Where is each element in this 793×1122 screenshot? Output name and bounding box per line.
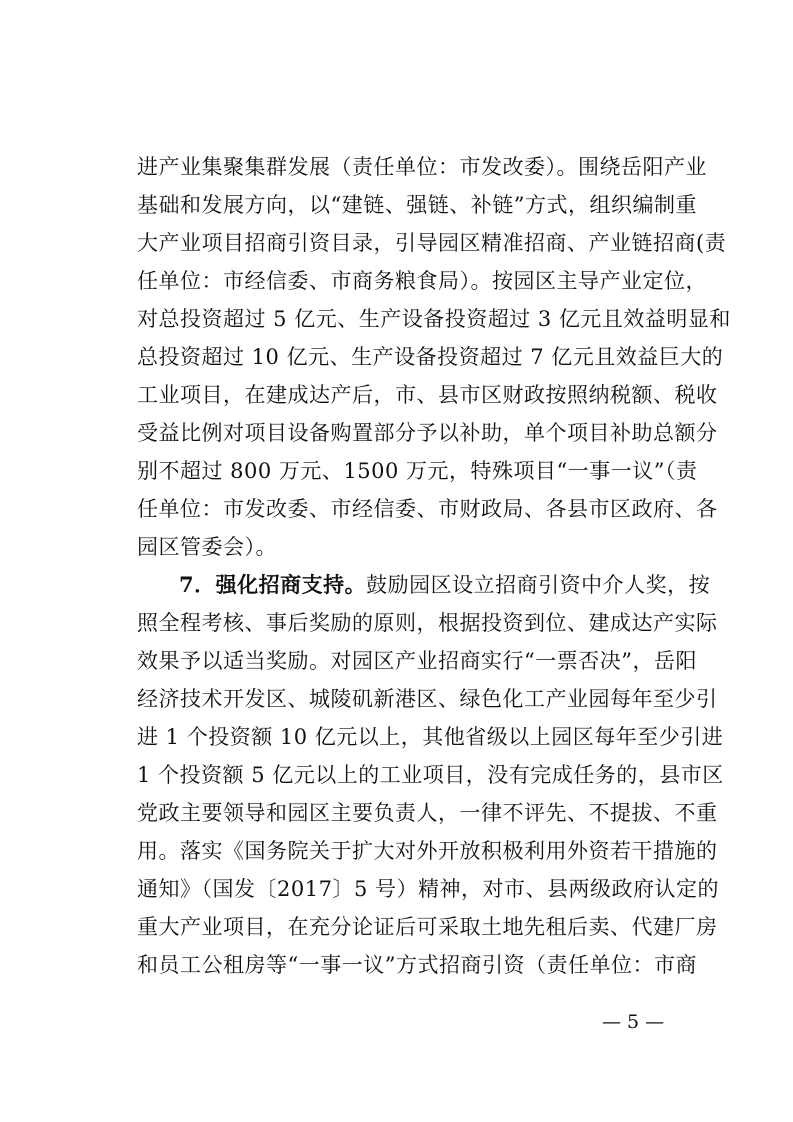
text-line: 受益比例对项目设备购置部分予以补助，单个项目补助总额分 — [137, 421, 718, 445]
paragraph-2 — [137, 566, 724, 984]
text-line: 别不超过 800 万元、1500 万元，特殊项目“一事一议”（责 — [137, 459, 698, 483]
text-line: 效果予以适当奖励。对园区产业招商实行“一票否决”，岳阳 — [137, 649, 697, 673]
text-line: 经济技术开发区、城陵矶新港区、绿色化工产业园每年至少引 — [137, 687, 718, 711]
text-line: 通知》（国发〔2017〕5 号）精神，对市、县两级政府认定的 — [137, 877, 719, 901]
text-line: 照全程考核、事后奖励的原则，根据投资到位、建成达产实际 — [137, 611, 718, 635]
text-line: 和员工公租房等“一事一议”方式招商引资（责任单位：市商 — [137, 953, 697, 977]
text-line: 总投资超过 10 亿元、生产设备投资超过 7 亿元且效益巨大的 — [137, 345, 724, 369]
body-text — [137, 148, 731, 984]
text-line — [137, 566, 711, 604]
text-line: 重大产业项目，在充分论证后可采取土地先租后卖、代建厂房 — [137, 915, 718, 939]
text-line: 用。落实《国务院关于扩大对外开放积极利用外资若干措施的 — [137, 839, 718, 863]
text-line: 任单位：市发改委、市经信委、市财政局、各县市区政府、各 — [137, 497, 718, 521]
text-line: 对总投资超过 5 亿元、生产设备投资超过 3 亿元且效益明显和 — [137, 307, 731, 331]
text-line: 大产业项目招商引资目录，引导园区精准招商、产业链招商(责 — [137, 231, 727, 255]
text-run: 鼓励园区设立招商引资中介人奖，按 — [366, 573, 711, 597]
text-line: 工业项目，在建成达产后，市、县市区财政按照纳税额、税收 — [137, 383, 718, 407]
section-heading: 7．强化招商支持。 — [179, 572, 367, 597]
text-line: 党政主要领导和园区主要负责人，一律不评先、不提拔、不重 — [137, 801, 718, 825]
text-line: 1 个投资额 5 亿元以上的工业项目，没有完成任务的，县市区 — [137, 763, 724, 787]
text-line: 基础和发展方向，以“建链、强链、补链”方式，组织编制重 — [137, 193, 697, 217]
text-line: 进产业集聚集群发展（责任单位：市发改委）。围绕岳阳产业 — [137, 155, 707, 179]
text-line: 进 1 个投资额 10 亿元以上，其他省级以上园区每年至少引进 — [137, 725, 724, 749]
paragraph-1 — [137, 148, 731, 566]
text-line: 任单位：市经信委、市商务粮食局）。按园区主导产业定位， — [137, 269, 707, 293]
text-line: 园区管委会）。 — [137, 535, 277, 559]
page-number: — 5 — — [602, 1011, 665, 1033]
